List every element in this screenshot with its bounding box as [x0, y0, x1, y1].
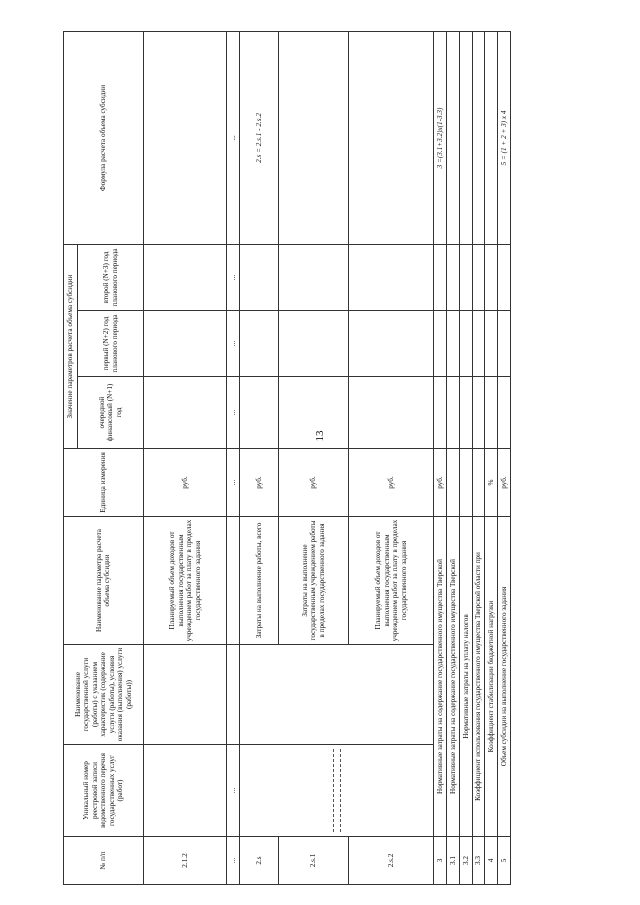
- row-num: 2.1.2: [143, 837, 226, 885]
- formula-cell: 3 =(3.1+3.2)x(1-3.3): [434, 31, 447, 244]
- header-year1: очередной финансовый (N+1) год: [78, 377, 144, 449]
- value-cell: [472, 244, 485, 310]
- param-cell: Планируемый объем доходов от выполнения государственным учреждением работ за плату в пределах государственного задания: [143, 517, 226, 645]
- header-year2: первый (N+2) год планового периода: [78, 311, 144, 377]
- service-cell: [143, 645, 226, 745]
- header-values-group: Значение параметров расчета объема субсидии: [64, 244, 78, 448]
- header-num: № п/п: [64, 837, 144, 885]
- unit-cell: руб.: [498, 449, 511, 517]
- value-cell: [447, 244, 460, 310]
- unit-cell: руб.: [143, 449, 226, 517]
- formula-cell: [143, 31, 226, 244]
- row-num: 3.3: [472, 837, 485, 885]
- summary-label: Нормативные затраты на уплату налогов: [459, 517, 472, 837]
- header-unit: Единица измерения: [64, 449, 144, 517]
- param-cell: [227, 517, 240, 645]
- header-param: Наименование параметра расчета объема субсидии: [64, 517, 144, 645]
- header-year3: второй (N+3) год планового периода: [78, 244, 144, 310]
- value-cell: [472, 377, 485, 449]
- header-service: Наименование государственной услуги (работы) с указанием характеристик (содержание услуги (работы), условия оказания (выполнения) услуги (работы)): [64, 645, 144, 745]
- row-num: 2.s: [240, 837, 279, 885]
- formula-cell: 2.s = 2.s.1 - 2.s.2: [240, 31, 279, 244]
- value-cell: ...: [227, 311, 240, 377]
- value-cell: [348, 311, 434, 377]
- value-cell: [348, 244, 434, 310]
- value-cell: [472, 311, 485, 377]
- dashed-placeholder-line: [340, 749, 341, 832]
- value-cell: [459, 244, 472, 310]
- unit-cell: ...: [227, 449, 240, 517]
- formula-cell: ...: [227, 31, 240, 244]
- value-cell: [485, 311, 498, 377]
- value-cell: [278, 311, 348, 377]
- unit-cell: руб.: [240, 449, 279, 517]
- value-cell: [143, 244, 226, 310]
- formula-cell: [278, 31, 348, 244]
- value-cell: [240, 377, 279, 449]
- value-cell: [143, 311, 226, 377]
- value-cell: [240, 244, 279, 310]
- registry-cell-dashed: [240, 745, 434, 837]
- service-cell: [227, 645, 240, 745]
- summary-label: Коэффициент стабилизации бюджетной нагрузки: [485, 517, 498, 837]
- unit-cell: [472, 449, 485, 517]
- value-cell: [240, 311, 279, 377]
- formula-cell: [348, 31, 434, 244]
- summary-label: Коэффициент использования государственного имущества Тверской области при: [472, 517, 485, 837]
- rotated-table-container: [63, 32, 511, 885]
- row-num: 4: [485, 837, 498, 885]
- value-cell: ...: [227, 377, 240, 449]
- subsidy-calculation-table: [63, 31, 511, 885]
- unit-cell: [459, 449, 472, 517]
- value-cell: [278, 377, 348, 449]
- registry-cell: ...: [227, 745, 240, 837]
- unit-cell: руб.: [348, 449, 434, 517]
- row-num: 3.1: [447, 837, 460, 885]
- value-cell: [498, 244, 511, 310]
- value-cell: [447, 311, 460, 377]
- summary-label: Нормативные затраты на содержание государственного имущества Тверской: [447, 517, 460, 837]
- summary-label: Нормативные затраты на содержание государственного имущества Тверской: [434, 517, 447, 837]
- row-num: 2.s.1: [278, 837, 348, 885]
- row-num: 3.2: [459, 837, 472, 885]
- dashed-placeholder-line: [333, 749, 334, 832]
- value-cell: [459, 311, 472, 377]
- value-cell: [498, 311, 511, 377]
- value-cell: [485, 244, 498, 310]
- page-number: 13: [314, 430, 326, 442]
- value-cell: [498, 377, 511, 449]
- formula-cell: [485, 31, 498, 244]
- unit-cell: руб.: [278, 449, 348, 517]
- param-cell: Планируемый объем доходов от выполнения государственным учреждением работ за плату в пределах государственного задания: [348, 517, 434, 645]
- formula-cell: 5 = (1 + 2 + 3) x 4: [498, 31, 511, 244]
- row-num: 3: [434, 837, 447, 885]
- unit-cell: руб.: [434, 449, 447, 517]
- row-num: 2.s.2: [348, 837, 434, 885]
- row-num: 5: [498, 837, 511, 885]
- value-cell: [434, 244, 447, 310]
- service-cell: [240, 645, 434, 745]
- value-cell: [434, 377, 447, 449]
- value-cell: [434, 311, 447, 377]
- value-cell: [278, 244, 348, 310]
- row-num: ...: [227, 837, 240, 885]
- unit-cell: %: [485, 449, 498, 517]
- value-cell: [459, 377, 472, 449]
- value-cell: [447, 377, 460, 449]
- value-cell: ...: [227, 244, 240, 310]
- registry-cell: [143, 745, 226, 837]
- header-registry: Уникальный номер реестровой записи ведомственного перечня государственных услуг (работ): [64, 745, 144, 837]
- formula-cell: [447, 31, 460, 244]
- formula-cell: [472, 31, 485, 244]
- unit-cell: [447, 449, 460, 517]
- param-cell: Затраты на выполнение государственным учреждением работы в пределах государственного задания: [278, 517, 348, 645]
- header-formula: Формула расчета объема субсидии: [64, 31, 144, 244]
- value-cell: [485, 377, 498, 449]
- param-cell: Затраты на выполнение работы, всего: [240, 517, 279, 645]
- formula-cell: [459, 31, 472, 244]
- value-cell: [348, 377, 434, 449]
- value-cell: [143, 377, 226, 449]
- summary-label: Объем субсидии на выполнение государственного задания: [498, 517, 511, 837]
